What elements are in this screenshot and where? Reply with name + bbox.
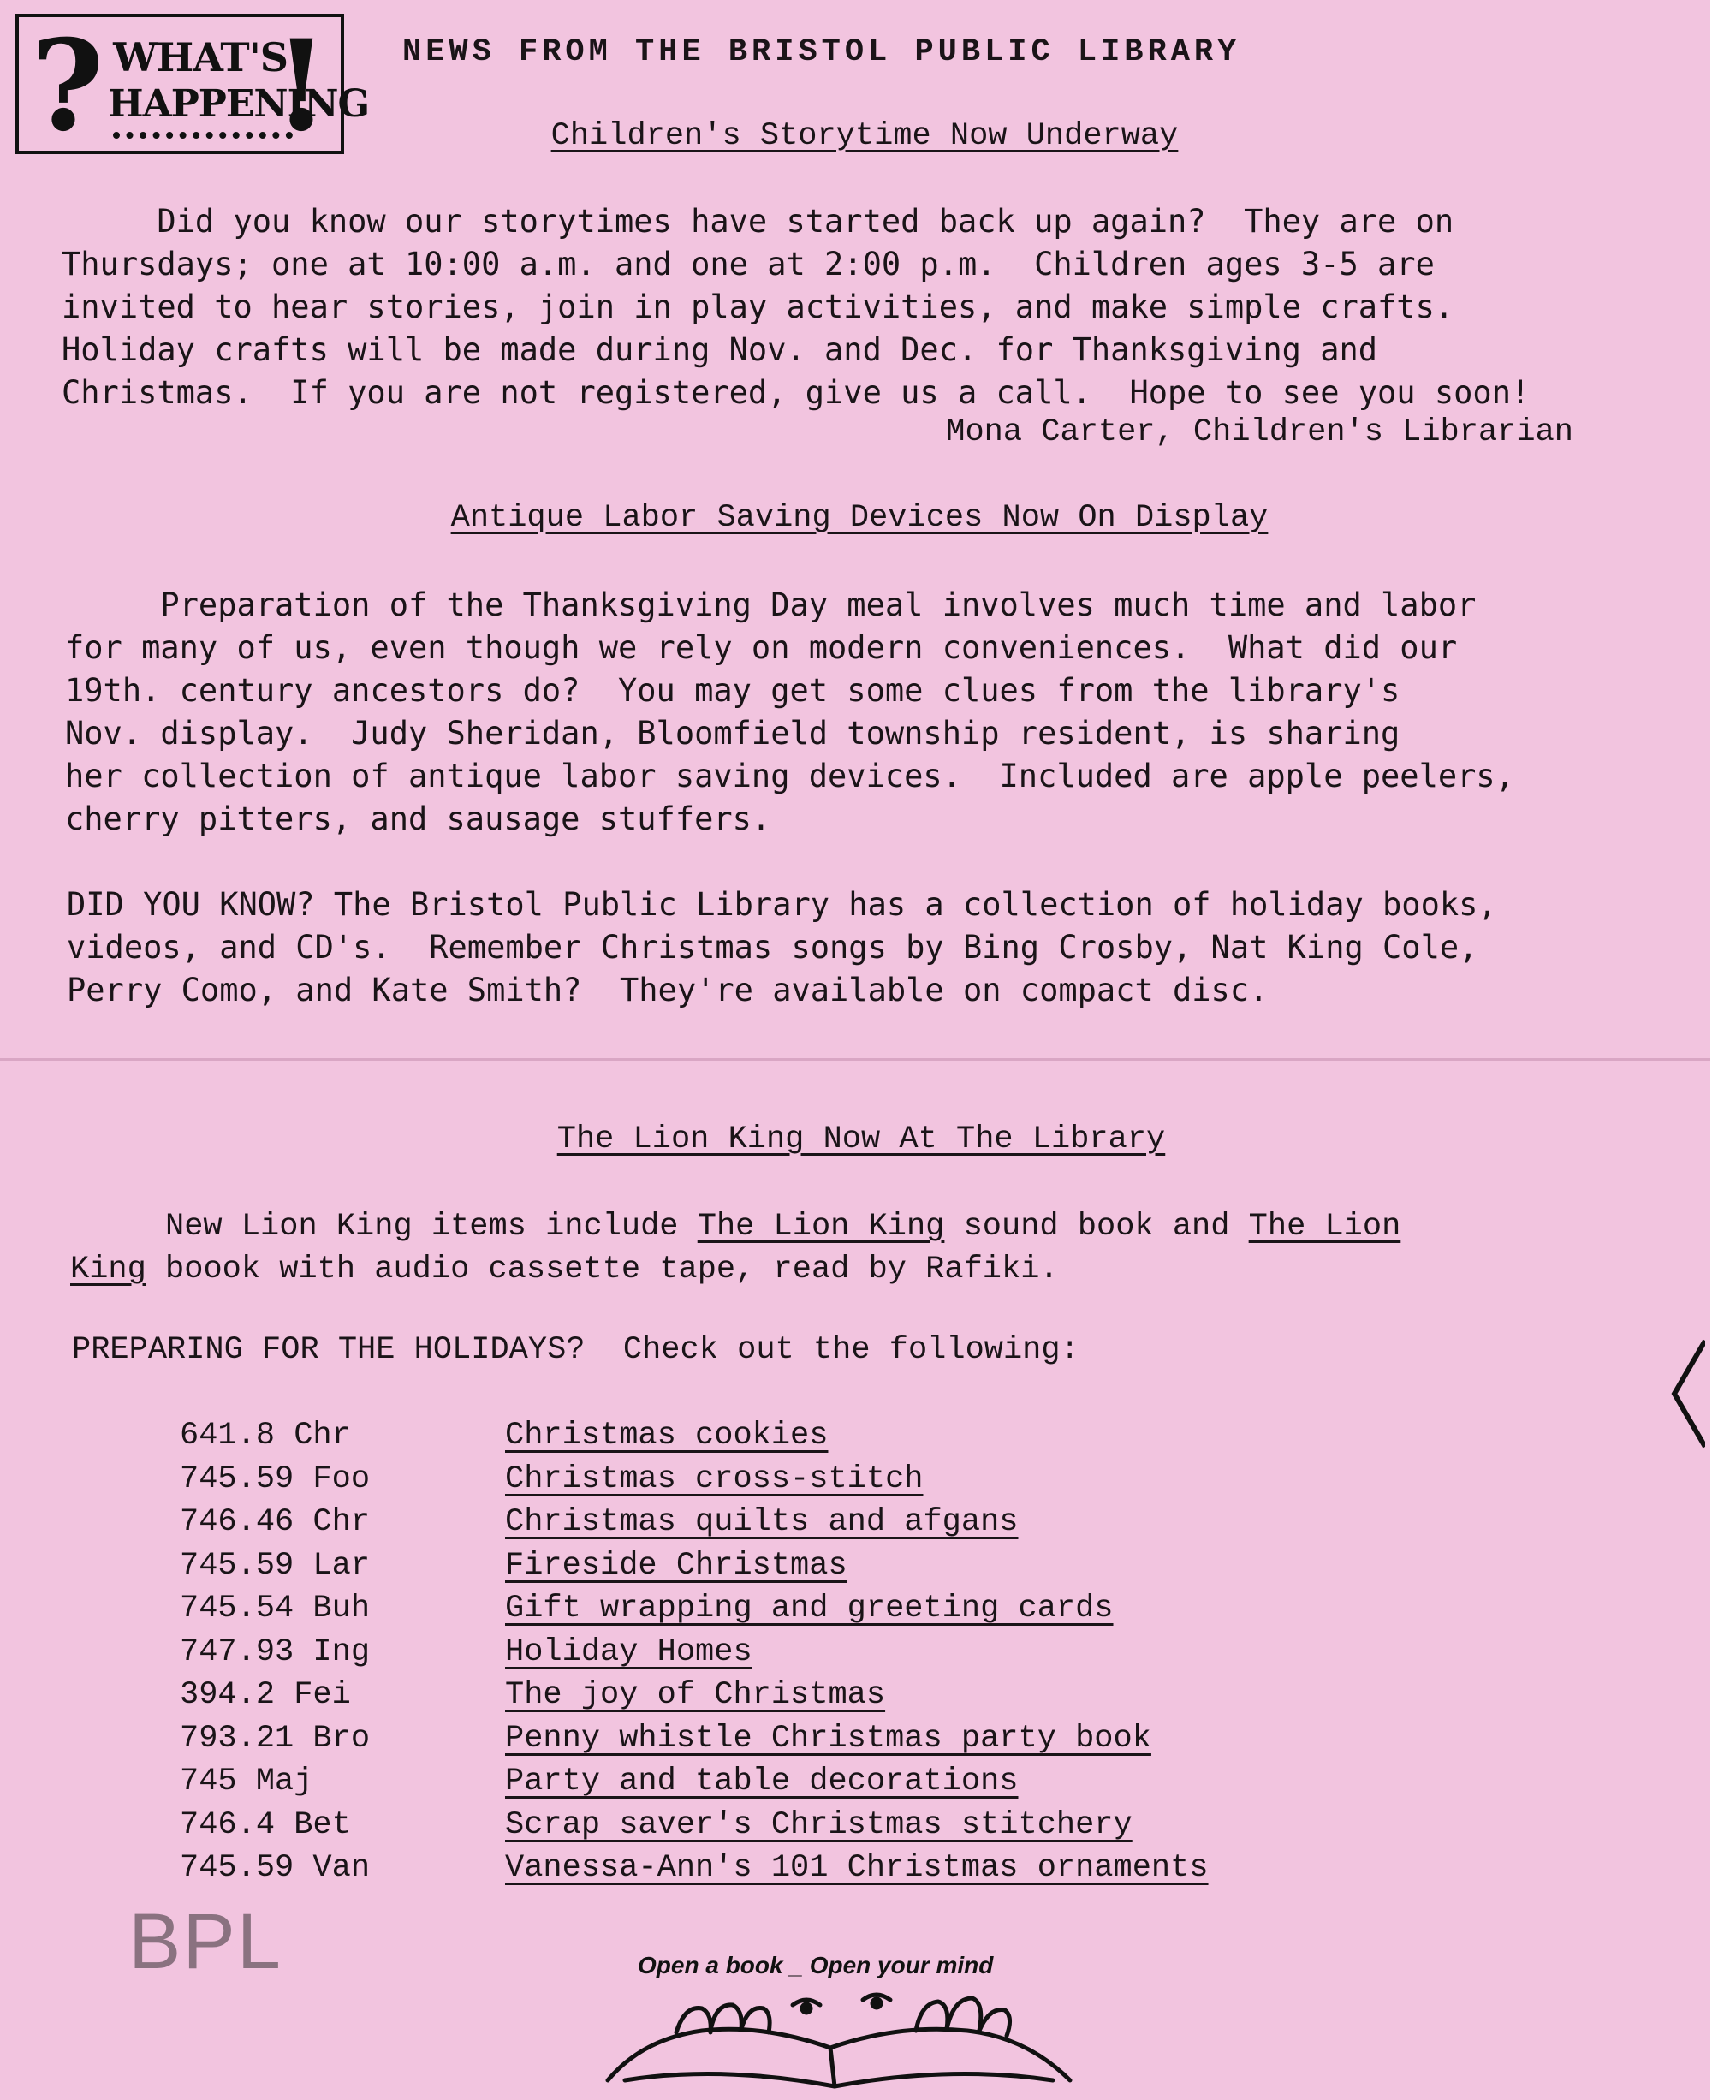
call-number: 745.59 Foo: [180, 1460, 371, 1497]
call-number: 641.8 Chr: [180, 1418, 351, 1454]
book-title: Christmas quilts and afgans: [505, 1504, 1019, 1540]
storytime-body: Did you know our storytimes have started back up again? They are on Thursdays; one at 10:00 a.m. and one at 2:00 p.m. Children ages 3-5 are invited to hear stories, join in play activities, and make simple crafts. Holiday crafts will be made during Nov. and Dec. for Thanksgiving and Christmas. If you are not registered, give us a call. Hope to see you soon!: [62, 203, 1531, 411]
motto: Open a book _ Open your mind: [638, 1952, 994, 1978]
call-number: 745.59 Van: [180, 1850, 371, 1886]
bpl-watermark: BPL: [128, 1898, 282, 1985]
logo-line-2: HAPPENING: [108, 82, 370, 126]
logo-exclamation-mark: !: [273, 13, 329, 159]
call-number: 745.59 Lar: [180, 1547, 371, 1584]
logo-line-1: WHAT'S: [113, 34, 288, 80]
storytime-heading-text: Children's Storytime Now Underway: [550, 118, 1179, 154]
storytime-signature: Mona Carter, Children's Librarian: [946, 414, 1573, 450]
book-title: Christmas cross-stitch: [505, 1460, 924, 1497]
did-you-know: DID YOU KNOW? The Bristol Public Library has a collection of holiday books, videos, and CD's. Remember Christmas songs by Bing Crosby, Nat King Cole, Perry Como, and Kate Smith? They're available on compact disc.: [67, 886, 1497, 1008]
call-number: 745 Maj: [180, 1764, 313, 1800]
book-title: Penny whistle Christmas party book: [505, 1720, 1151, 1757]
open-book-hands-icon: [591, 1979, 1087, 2091]
lion-king-body: [70, 1205, 1400, 1291]
call-number: 745.54 Buh: [180, 1591, 371, 1627]
book-title: Holiday Homes: [505, 1633, 752, 1670]
antique-body: Preparation of the Thanksgiving Day meal involves much time and labor for many of us, even though we rely on modern conveniences. What did our 19th. century ancestors do? You may get some clues from the library's Nov. display. Judy Sheridan, Bloomfield township resident, is sharing her collection of antique labor saving devices. Included are apple peelers, cherry pitters, and sausage stuffers.: [65, 586, 1514, 837]
corner-diamond-icon: [1671, 1334, 1705, 1454]
lion-king-line1-pre: New Lion King items include: [70, 1209, 698, 1245]
book-title: Christmas cookies: [505, 1418, 829, 1454]
lion-king-line1-mid: sound book and: [944, 1209, 1249, 1245]
book-title: Gift wrapping and greeting cards: [505, 1591, 1114, 1627]
lion-king-title-2b: King: [70, 1252, 146, 1288]
holidays-intro: PREPARING FOR THE HOLIDAYS? Check out the following:: [72, 1332, 1079, 1368]
lion-king-title-1: The Lion King: [697, 1209, 945, 1245]
lion-king-heading-text: The Lion King Now At The Library: [556, 1121, 1166, 1157]
lion-king-title-2a: The Lion: [1248, 1209, 1401, 1245]
antique-heading-text: Antique Labor Saving Devices Now On Display: [450, 500, 1269, 536]
paper-edge: [1710, 0, 1736, 2100]
lion-king-line2-post: boook with audio cassette tape, read by Rafiki.: [146, 1252, 1059, 1288]
call-number: 746.46 Chr: [180, 1504, 371, 1540]
book-title: Fireside Christmas: [505, 1547, 847, 1584]
lion-king-heading: [0, 1121, 1729, 1157]
storytime-heading: [0, 118, 1733, 154]
masthead: NEWS FROM THE BRISTOL PUBLIC LIBRARY: [402, 34, 1241, 70]
fold-line: [0, 1058, 1710, 1061]
book-title: Vanessa-Ann's 101 Christmas ornaments: [505, 1850, 1209, 1886]
antique-heading: [0, 500, 1727, 536]
logo-question-mark: ?: [31, 13, 104, 159]
call-number: 394.2 Fei: [180, 1677, 351, 1713]
book-title: The joy of Christmas: [505, 1677, 886, 1713]
book-title: Scrap saver's Christmas stitchery: [505, 1806, 1133, 1843]
book-title: Party and table decorations: [505, 1764, 1019, 1800]
call-number: 747.93 Ing: [180, 1633, 371, 1670]
call-number: 746.4 Bet: [180, 1806, 351, 1843]
call-number: 793.21 Bro: [180, 1720, 371, 1757]
